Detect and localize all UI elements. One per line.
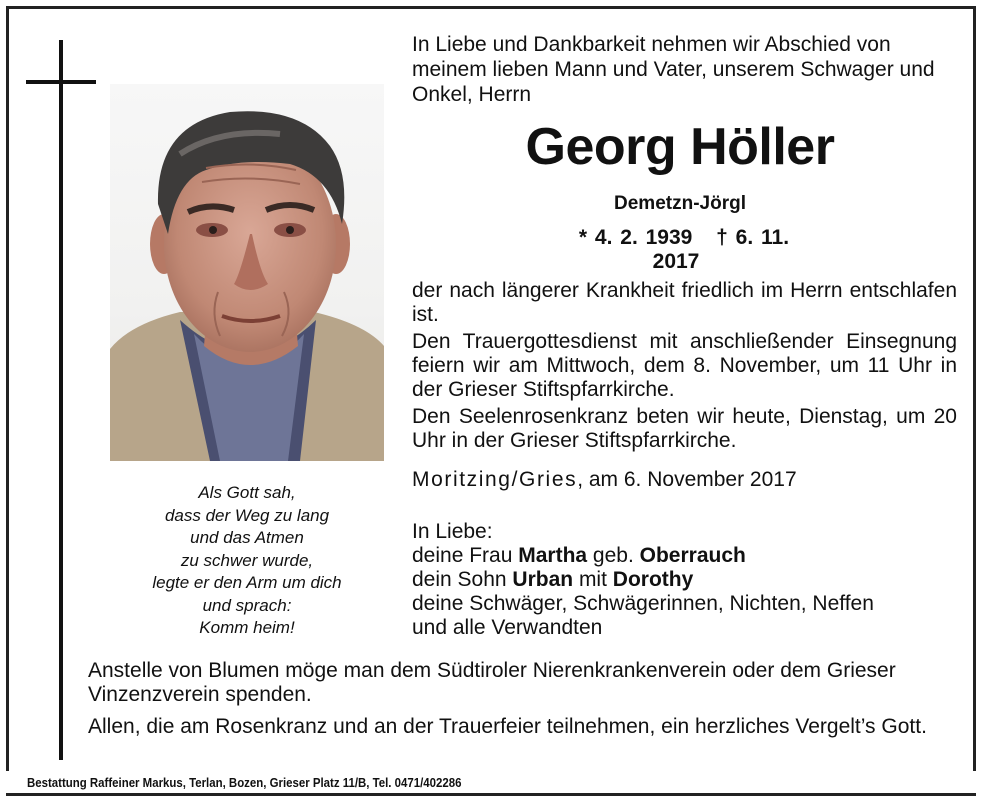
mourner-text: dein Sohn [412, 568, 513, 591]
mourner-relatives: deine Schwäger, Schwägerinnen, Nichten, Neffen [412, 592, 874, 615]
poem-line: und sprach: [202, 595, 292, 615]
mourner-wife [412, 544, 957, 568]
intro-text: In Liebe und Dankbarkeit nehmen wir Abschied von meinem lieben Mann und Vater, unserem Schwager und Onkel, Herrn [412, 33, 935, 106]
portrait-image [110, 84, 384, 461]
rosary-text: Den Seelenrosenkranz beten wir heute, Dienstag, um 20 Uhr in der Grieser Stiftspfarrkirche. [412, 405, 957, 452]
mourner-name: Martha [518, 544, 588, 567]
place-name: Moritzing/Gries [412, 468, 578, 491]
mourner-name: Urban [512, 568, 574, 591]
death-date: † 6. 11. 2017 [652, 226, 790, 273]
thanks-text: Allen, die am Rosenkranz und an der Trauerfeier teilnehmen, ein herzliches Vergelt’s Gott. [88, 715, 927, 738]
mourners-heading: In Liebe: [412, 520, 493, 543]
poem-line: zu schwer wurde, [180, 550, 314, 570]
poem-line: legte er den Arm um dich [152, 573, 342, 592]
portrait-photo [110, 84, 384, 461]
mourner-text: mit [573, 568, 613, 591]
house-name: Demetzn-Jörgl [614, 193, 746, 214]
mourner-name: Dorothy [612, 568, 694, 591]
mourner-text: geb. [587, 544, 640, 567]
notice-date: , am 6. November 2017 [577, 468, 797, 491]
cross-icon-horizontal [26, 80, 96, 84]
death-text: der nach längerer Krankheit friedlich im Herrn entschlafen ist. [412, 279, 957, 326]
cross-icon-vertical [59, 40, 63, 760]
poem-line: und das Atmen [190, 528, 304, 547]
funeral-service-text: Den Trauergottesdienst mit anschließender Einsegnung feiern wir am Mittwoch, dem 8. November, um 11 Uhr in der Grieser Stiftspfarrkirche. [412, 330, 957, 401]
mourner-name: Oberrauch [639, 544, 746, 567]
birth-date: * 4. 2. 1939 [578, 226, 693, 249]
poem-line: Komm heim! [199, 618, 295, 637]
mourner-text: deine Frau [412, 544, 519, 567]
poem [110, 482, 384, 640]
mourner-son [412, 568, 957, 592]
poem-line: Als Gott sah, [198, 483, 296, 502]
deceased-name: Georg Höller [525, 118, 835, 176]
mourner-family: und alle Verwandten [412, 616, 603, 639]
mourners-list [412, 520, 957, 640]
poem-line: dass der Weg zu lang [164, 505, 330, 525]
place-date-line [412, 468, 797, 492]
donation-text: Anstelle von Blumen möge man dem Südtiroler Nierenkrankenverein oder dem Grieser Vinzenzverein spenden. [88, 659, 896, 706]
undertaker-footer: Bestattung Raffeiner Markus, Terlan, Bozen, Grieser Platz 11/B, Tel. 0471/402286 [27, 775, 462, 790]
life-dates [540, 226, 820, 274]
